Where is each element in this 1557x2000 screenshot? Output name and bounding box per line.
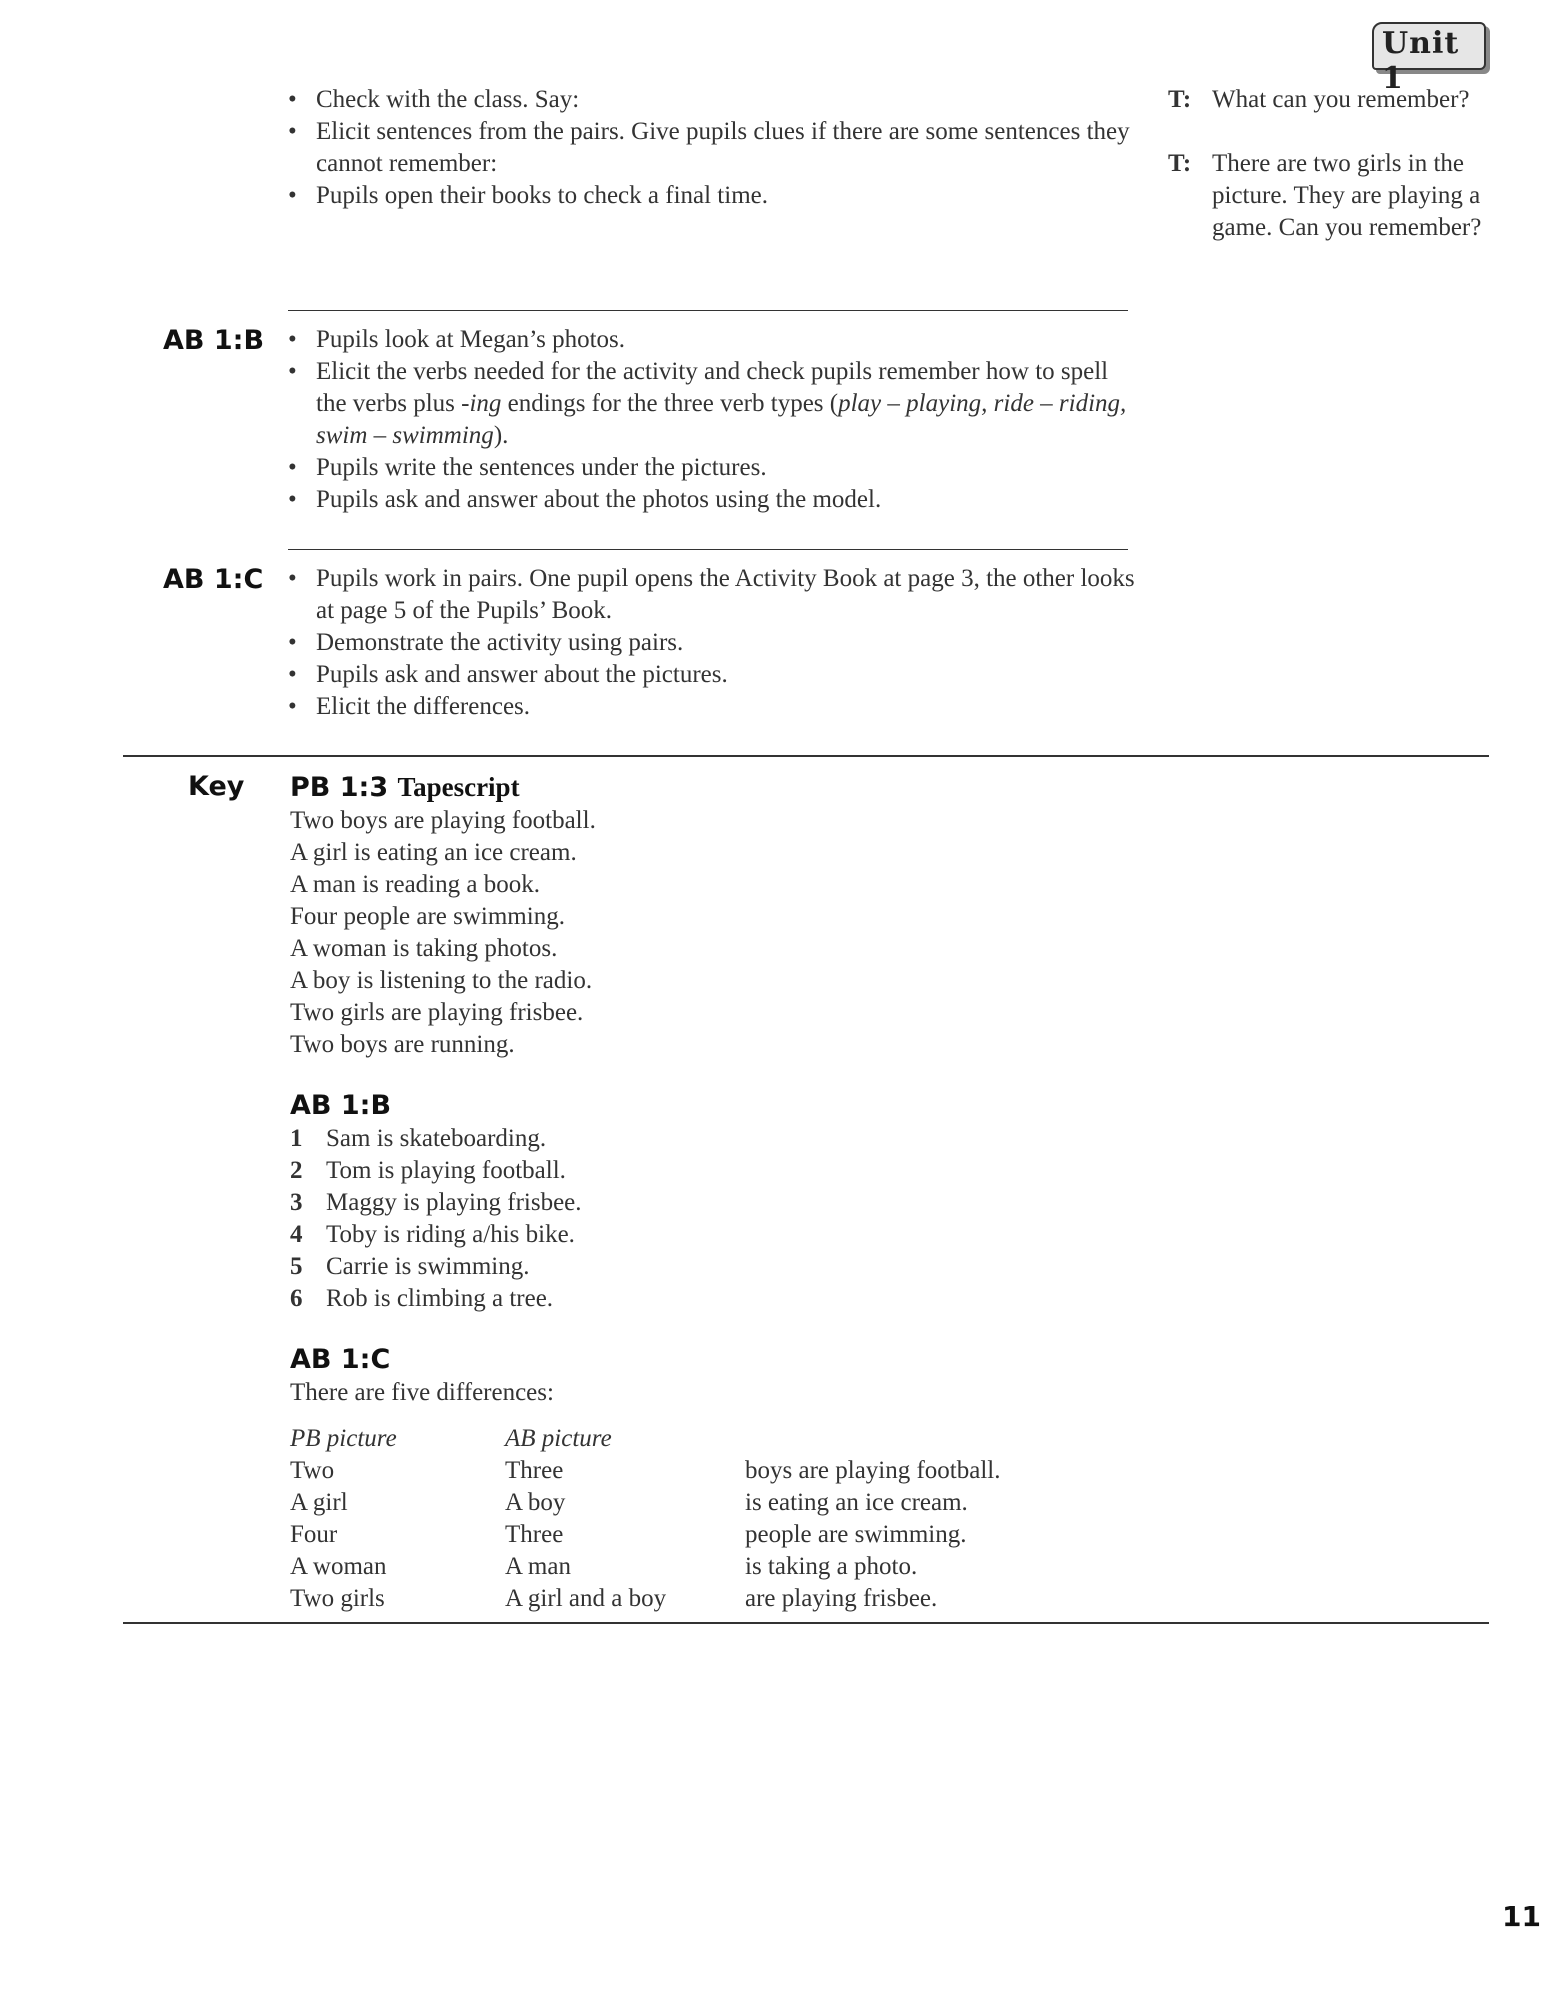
list-item: • Pupils open their books to check a final time. — [288, 180, 1138, 212]
column-header: AB picture — [505, 1425, 612, 1452]
differences-intro: There are five differences: — [290, 1379, 554, 1406]
table-row: A woman A man is taking a photo. — [290, 1553, 918, 1580]
list-item: • Elicit sentences from the pairs. Give pupils clues if there are some sentences they cannot remember: — [288, 116, 1138, 180]
list-item: • Elicit the verbs needed for the activity and check pupils remember how to spell the verbs plus -ing endings for the three verb types (play – playing, ride – riding, swim – swimming). — [288, 356, 1138, 452]
tapescript-line: A boy is listening to the radio. — [290, 967, 593, 994]
list-item: 2 Tom is playing football. — [290, 1157, 566, 1184]
key-bottom-rule — [123, 1622, 1489, 1624]
tapescript-lines — [290, 805, 1490, 1061]
section-label-ab1b: AB 1:B — [163, 325, 265, 356]
list-item: 3 Maggy is playing frisbee. — [290, 1189, 582, 1216]
list-item: • Pupils write the sentences under the pictures. — [288, 452, 1138, 484]
section-divider — [288, 310, 1128, 311]
column-header: PB picture — [290, 1425, 397, 1452]
table-row: Two girls A girl and a boy are playing frisbee. — [290, 1585, 938, 1612]
tapescript-line: Two boys are running. — [290, 1031, 515, 1058]
section-label-ab1c: AB 1:C — [163, 564, 264, 595]
list-item: • Check with the class. Say: — [288, 84, 1138, 116]
tapescript-line: Two girls are playing frisbee. — [290, 999, 584, 1026]
teacher-note — [1168, 148, 1518, 244]
tapescript-line: A man is reading a book. — [290, 871, 540, 898]
table-row: Two Three boys are playing football. — [290, 1457, 1001, 1484]
unit-tab-label: Unit 1 — [1382, 26, 1460, 96]
ab1b-answers — [290, 1123, 1490, 1315]
tapescript-line: Four people are swimming. — [290, 903, 565, 930]
teacher-note — [1168, 84, 1518, 116]
ab1b-bullet-list — [288, 324, 1138, 516]
table-row: A girl A boy is eating an ice cream. — [290, 1489, 968, 1516]
key-heading-ab1b: AB 1:B — [290, 1090, 392, 1121]
list-item: • Pupils ask and answer about the photos using the model. — [288, 484, 1138, 516]
section-divider — [288, 549, 1128, 550]
tapescript-line: A woman is taking photos. — [290, 935, 558, 962]
list-item: 6 Rob is climbing a tree. — [290, 1285, 554, 1312]
list-item: • Demonstrate the activity using pairs. — [288, 627, 1138, 659]
note-text: What can you remember? — [1212, 86, 1470, 113]
key-heading-pb13: PB 1:3 Tapescript — [290, 772, 520, 803]
table-row: Four Three people are swimming. — [290, 1521, 967, 1548]
unit-tab — [1364, 20, 1492, 96]
list-item: 1 Sam is skateboarding. — [290, 1125, 547, 1152]
teacher-notes — [1168, 84, 1518, 276]
tapescript-line: Two boys are playing football. — [290, 807, 596, 834]
answer-key — [290, 770, 1490, 1615]
list-item: • Pupils work in pairs. One pupil opens the Activity Book at page 3, the other looks at page 5 of the Pupils’ Book. — [288, 563, 1138, 627]
list-item: • Pupils look at Megan’s photos. — [288, 324, 1138, 356]
key-top-rule — [123, 755, 1489, 757]
list-item: • Elicit the differences. — [288, 691, 1138, 723]
table-header-row — [290, 1423, 1001, 1455]
tapescript-line: A girl is eating an ice cream. — [290, 839, 577, 866]
key-heading-ab1c: AB 1:C — [290, 1344, 391, 1375]
speaker-label: T: — [1168, 86, 1192, 113]
column-header — [745, 1423, 1001, 1455]
differences-table — [290, 1423, 1001, 1615]
intro-bullet-list — [288, 84, 1138, 212]
speaker-label: T: — [1168, 150, 1192, 177]
page-number: 11 — [1502, 1900, 1541, 1933]
list-item: • Pupils ask and answer about the pictures. — [288, 659, 1138, 691]
list-item: 5 Carrie is swimming. — [290, 1253, 530, 1280]
note-text: There are two girls in the picture. They are playing a game. Can you remember? — [1212, 150, 1482, 241]
list-item: 4 Toby is riding a/his bike. — [290, 1221, 575, 1248]
key-label: Key — [188, 771, 245, 802]
ab1c-bullet-list — [288, 563, 1138, 723]
